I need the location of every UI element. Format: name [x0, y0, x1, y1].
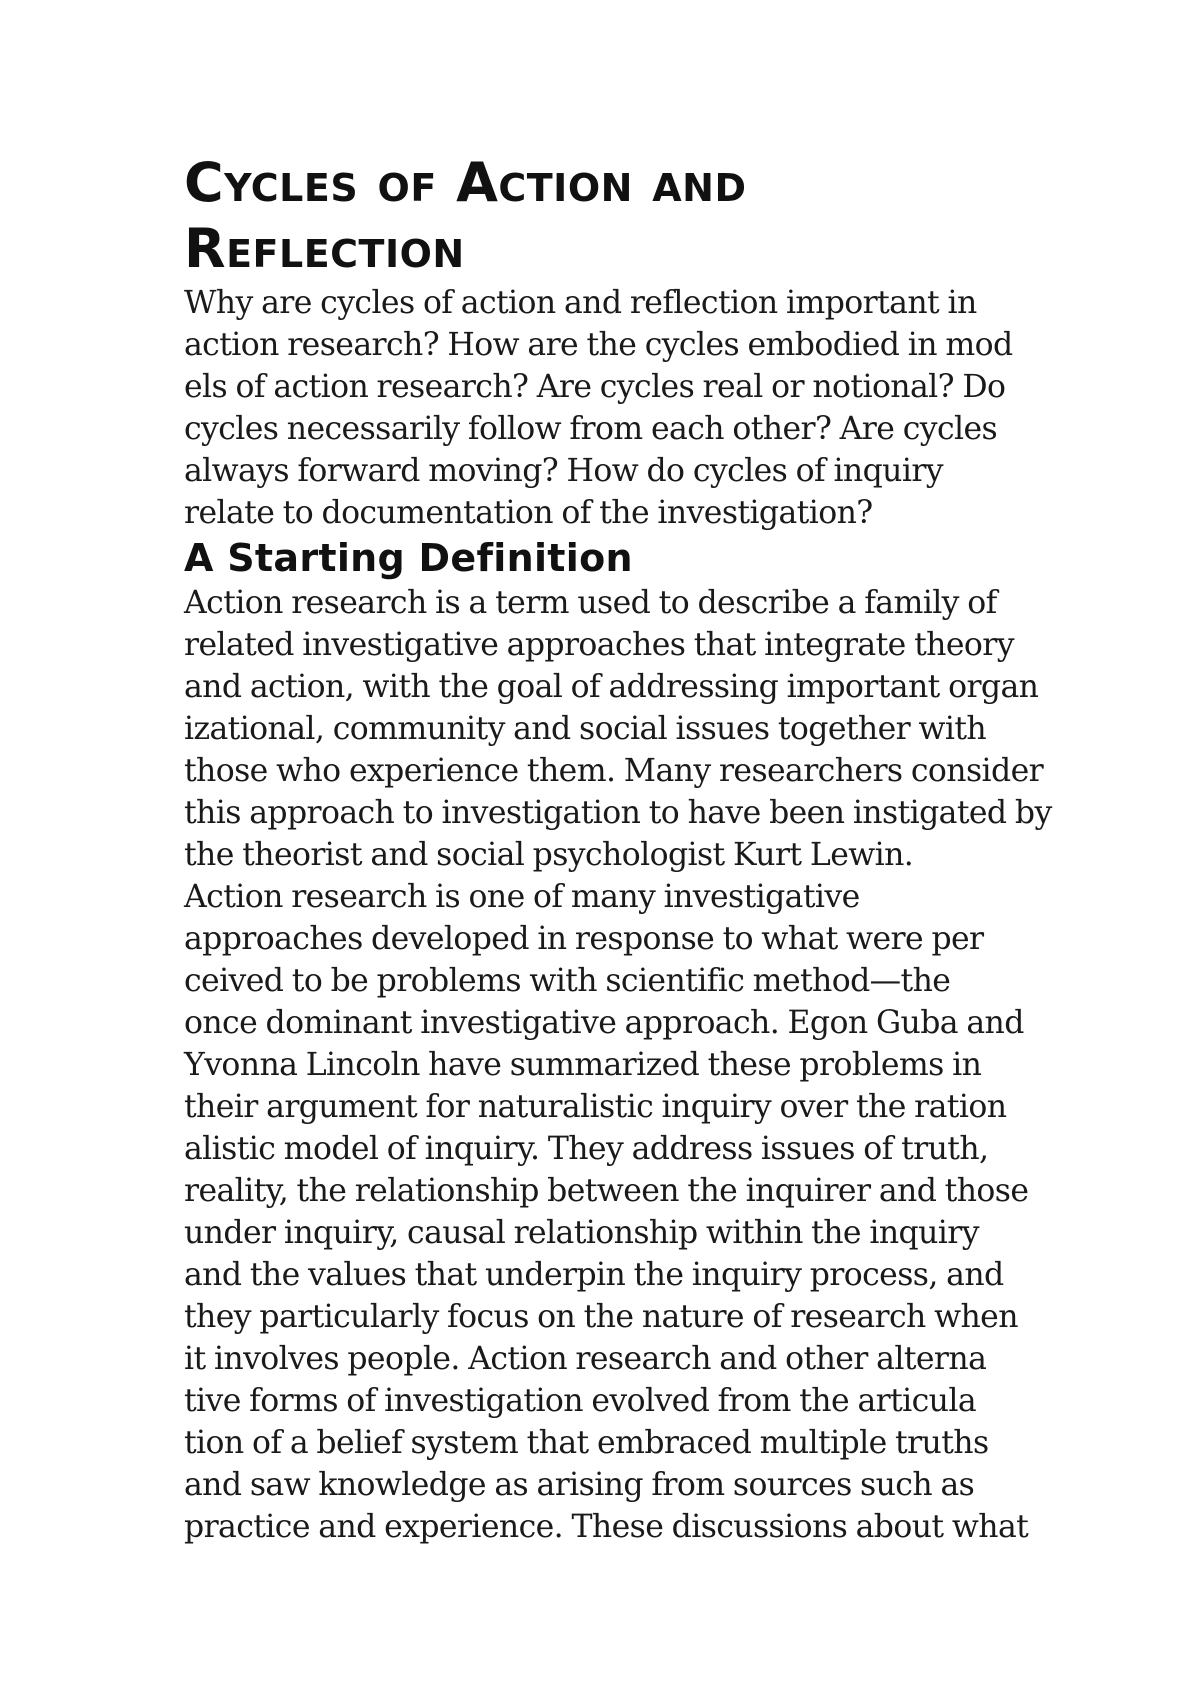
- intro-paragraph: [184, 282, 1064, 534]
- body-line: Action research is a term used to describe a family of: [184, 585, 997, 621]
- body-line: tive forms of investigation evolved from the articula: [184, 1383, 976, 1419]
- chapter-title: [184, 150, 1064, 282]
- intro-line: els of action research? Are cycles real or notional? Do: [184, 369, 1006, 405]
- intro-line: cycles necessarily follow from each other? Are cycles: [184, 411, 998, 447]
- chapter-title-line: Reflection: [184, 217, 465, 280]
- intro-line: action research? How are the cycles embodied in mod: [184, 327, 1013, 363]
- section-heading: A Starting Definition: [184, 536, 633, 580]
- body-line: once dominant investigative approach. Egon Guba and: [184, 1005, 1024, 1041]
- body-line: approaches developed in response to what were per: [184, 921, 984, 957]
- body-line: it involves people. Action research and other alterna: [184, 1341, 987, 1377]
- body-line: and the values that underpin the inquiry process, and: [184, 1257, 1004, 1293]
- body-line: alistic model of inquiry. They address issues of truth,: [184, 1131, 989, 1167]
- body-line: under inquiry, causal relationship within the inquiry: [184, 1215, 979, 1251]
- body-line: the theorist and social psychologist Kurt Lewin.: [184, 837, 914, 873]
- body-line: Yvonna Lincoln have summarized these problems in: [184, 1047, 982, 1083]
- body-line: and action, with the goal of addressing important organ: [184, 669, 1039, 705]
- chapter-title-line: Cycles of Action and: [184, 151, 747, 214]
- body-line: ceived to be problems with scientific method—the: [184, 963, 951, 999]
- body-line: this approach to investigation to have been instigated by: [184, 795, 1052, 831]
- body-paragraph: [184, 582, 1064, 1548]
- body-line: izational, community and social issues together with: [184, 711, 987, 747]
- body-line: those who experience them. Many researchers consider: [184, 753, 1044, 789]
- body-line: they particularly focus on the nature of research when: [184, 1299, 1018, 1335]
- page-content: [184, 150, 1064, 1548]
- intro-line: relate to documentation of the investigation?: [184, 495, 873, 531]
- body-line: and saw knowledge as arising from sources such as: [184, 1467, 975, 1503]
- body-line: reality, the relationship between the inquirer and those: [184, 1173, 1029, 1209]
- body-line: Action research is one of many investigative: [184, 879, 860, 915]
- body-line: practice and experience. These discussions about what: [184, 1509, 1029, 1545]
- intro-line: always forward moving? How do cycles of inquiry: [184, 453, 943, 489]
- body-line: related investigative approaches that integrate theory: [184, 627, 1014, 663]
- intro-line: Why are cycles of action and reflection important in: [184, 285, 977, 321]
- body-line: tion of a belief system that embraced multiple truths: [184, 1425, 989, 1461]
- body-line: their argument for naturalistic inquiry over the ration: [184, 1089, 1007, 1125]
